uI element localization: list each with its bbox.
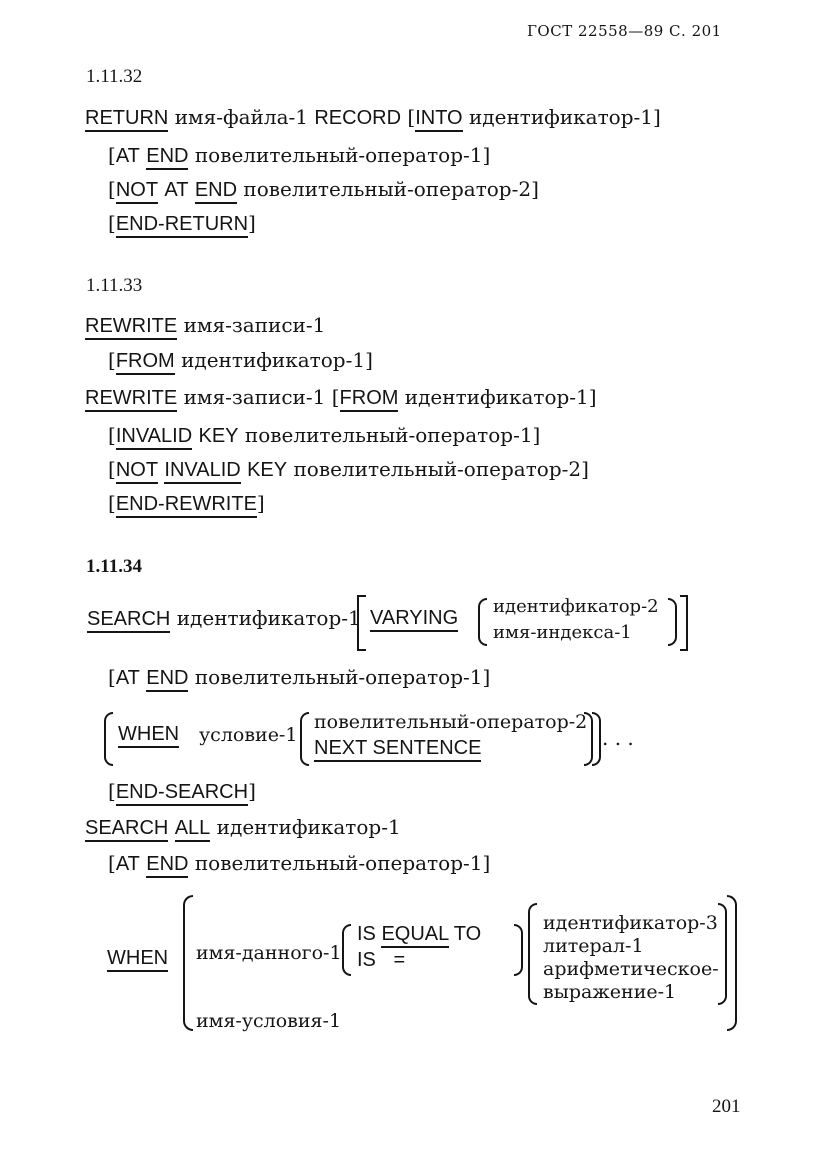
operand-option: арифметическое- bbox=[543, 958, 719, 980]
varying-option: имя-индекса-1 bbox=[493, 622, 632, 643]
end-search-clause: [END-SEARCH] bbox=[108, 781, 256, 802]
brace-left bbox=[342, 924, 351, 976]
at-end-clause: [AT END повелительный-оператор-1] bbox=[108, 853, 490, 874]
brace-right bbox=[592, 712, 601, 766]
return-syntax-line: RETURN имя-файла-1 RECORD [INTO идентификатор-1] bbox=[85, 107, 661, 128]
bracket-right bbox=[680, 595, 688, 651]
section-number: 1.11.32 bbox=[86, 66, 143, 87]
search-all-line: SEARCH ALL идентификатор-1 bbox=[85, 817, 401, 838]
return-keyword: RETURN bbox=[85, 107, 168, 132]
not-invalid-key-clause: [NOT INVALID KEY повелительный-оператор-2] bbox=[108, 459, 589, 480]
brace-right bbox=[727, 895, 737, 1031]
brace-right bbox=[514, 924, 523, 976]
end-rewrite-clause: [END-REWRITE] bbox=[108, 493, 265, 514]
brace-left bbox=[104, 712, 113, 766]
brace-left bbox=[183, 895, 193, 1031]
imperative-option: повелительный-оператор-2 bbox=[314, 711, 588, 733]
page-header: ГОСТ 22558—89 С. 201 bbox=[527, 22, 722, 40]
search-syntax-line: SEARCH идентификатор-1 bbox=[87, 608, 361, 629]
rewrite-syntax-line: REWRITE имя-записи-1 [FROM идентификатор-1] bbox=[85, 387, 597, 408]
at-end-clause: [AT END повелительный-оператор-1] bbox=[108, 145, 490, 166]
rewrite-syntax-line: REWRITE имя-записи-1 bbox=[85, 315, 325, 336]
section-number: 1.11.34 bbox=[86, 556, 142, 577]
bracket-left bbox=[357, 595, 366, 651]
brace-right bbox=[718, 903, 727, 1005]
invalid-key-clause: [INVALID KEY повелительный-оператор-1] bbox=[108, 425, 540, 446]
condition-name: условие-1 bbox=[199, 724, 298, 746]
is-equals-sign: IS = bbox=[357, 949, 406, 971]
is-equal-to: IS EQUAL TO bbox=[357, 924, 481, 944]
page-number: 201 bbox=[712, 1096, 741, 1117]
section-number: 1.11.33 bbox=[86, 275, 143, 296]
data-name-operand: имя-данного-1 bbox=[196, 942, 342, 964]
into-keyword: INTO bbox=[415, 107, 462, 132]
brace-right bbox=[668, 598, 677, 646]
operand-option: литерал-1 bbox=[543, 935, 644, 957]
operand-option: идентификатор-3 bbox=[543, 912, 718, 934]
from-clause: [FROM идентификатор-1] bbox=[108, 350, 373, 371]
brace-left bbox=[300, 712, 309, 766]
brace-left bbox=[478, 598, 487, 646]
brace-left bbox=[528, 903, 537, 1005]
varying-option: идентификатор-2 bbox=[493, 596, 659, 617]
when-keyword: WHEN bbox=[118, 724, 179, 744]
not-at-end-clause: [NOT AT END повелительный-оператор-2] bbox=[108, 179, 539, 200]
end-return-clause: [END-RETURN] bbox=[108, 213, 256, 234]
varying-keyword: VARYING bbox=[370, 608, 458, 628]
next-sentence-option: NEXT SENTENCE bbox=[314, 738, 481, 758]
condition-name-operand: имя-условия-1 bbox=[196, 1010, 342, 1032]
ellipsis: . . . bbox=[602, 726, 634, 750]
at-end-clause: [AT END повелительный-оператор-1] bbox=[108, 667, 490, 688]
operand-option: выражение-1 bbox=[543, 981, 677, 1003]
when-keyword: WHEN bbox=[107, 948, 168, 968]
